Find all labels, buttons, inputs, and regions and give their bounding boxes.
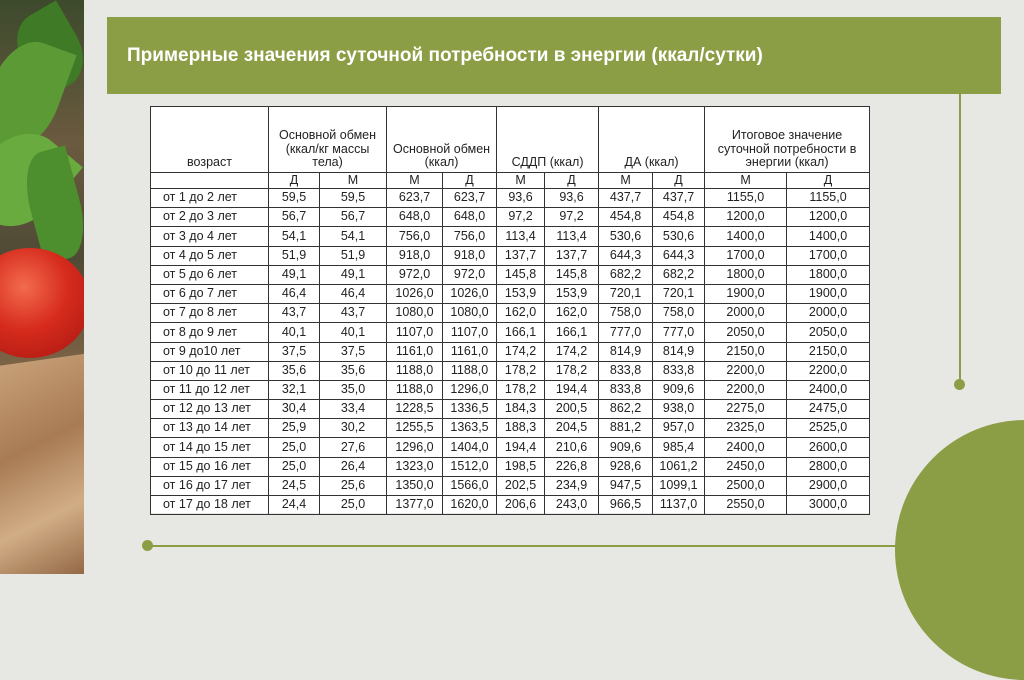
decor-dot [954,379,965,390]
decor-circle [895,420,1024,680]
value-cell: 1296,0 [387,438,443,457]
age-cell: от 10 до 11 лет [151,361,269,380]
age-cell: от 12 до 13 лет [151,400,269,419]
subheader-d: Д [545,173,599,189]
value-cell: 2400,0 [787,380,870,399]
header-age: возраст [151,107,269,173]
value-cell: 1107,0 [387,323,443,342]
table-row [151,457,870,476]
value-cell: 1255,5 [387,419,443,438]
value-cell: 909,6 [599,438,653,457]
value-cell: 909,6 [653,380,705,399]
value-cell: 2200,0 [705,380,787,399]
header-sddp: СДДП (ккал) [497,107,599,173]
subheader-m: М [705,173,787,189]
value-cell: 1161,0 [387,342,443,361]
value-cell: 26,4 [320,457,387,476]
table-row [151,400,870,419]
table-row [151,323,870,342]
value-cell: 113,4 [497,227,545,246]
value-cell: 162,0 [545,304,599,323]
value-cell: 153,9 [545,284,599,303]
decor-dot [142,540,153,551]
value-cell: 25,0 [269,438,320,457]
value-cell: 2400,0 [705,438,787,457]
age-cell: от 5 до 6 лет [151,265,269,284]
value-cell: 93,6 [545,189,599,208]
value-cell: 174,2 [545,342,599,361]
table-row [151,265,870,284]
age-cell: от 15 до 16 лет [151,457,269,476]
value-cell: 881,2 [599,419,653,438]
table-row [151,476,870,495]
value-cell: 1700,0 [705,246,787,265]
value-cell: 178,2 [545,361,599,380]
value-cell: 178,2 [497,361,545,380]
value-cell: 2200,0 [705,361,787,380]
header-total: Итоговое значение суточной потребности в энергии (ккал) [705,107,870,173]
value-cell: 56,7 [269,208,320,227]
value-cell: 2200,0 [787,361,870,380]
value-cell: 43,7 [269,304,320,323]
value-cell: 1228,5 [387,400,443,419]
age-cell: от 8 до 9 лет [151,323,269,342]
age-cell: от 6 до 7 лет [151,284,269,303]
value-cell: 682,2 [599,265,653,284]
value-cell: 1336,5 [443,400,497,419]
table-row [151,419,870,438]
subheader-m: М [497,173,545,189]
value-cell: 30,2 [320,419,387,438]
value-cell: 49,1 [269,265,320,284]
value-cell: 59,5 [320,189,387,208]
value-cell: 145,8 [497,265,545,284]
value-cell: 25,6 [320,476,387,495]
value-cell: 33,4 [320,400,387,419]
value-cell: 2150,0 [705,342,787,361]
value-cell: 777,0 [599,323,653,342]
value-cell: 194,4 [497,438,545,457]
value-cell: 27,6 [320,438,387,457]
value-cell: 162,0 [497,304,545,323]
value-cell: 648,0 [443,208,497,227]
value-cell: 1026,0 [443,284,497,303]
value-cell: 1900,0 [705,284,787,303]
age-cell: от 14 до 15 лет [151,438,269,457]
subheader-empty [151,173,269,189]
value-cell: 46,4 [269,284,320,303]
value-cell: 2050,0 [787,323,870,342]
value-cell: 2050,0 [705,323,787,342]
value-cell: 1800,0 [787,265,870,284]
value-cell: 137,7 [497,246,545,265]
value-cell: 1080,0 [387,304,443,323]
value-cell: 833,8 [653,361,705,380]
value-cell: 166,1 [497,323,545,342]
subheader-d: Д [269,173,320,189]
subheader-d: Д [787,173,870,189]
value-cell: 2000,0 [705,304,787,323]
age-cell: от 3 до 4 лет [151,227,269,246]
value-cell: 24,5 [269,476,320,495]
value-cell: 1323,0 [387,457,443,476]
age-cell: от 13 до 14 лет [151,419,269,438]
table-body [151,189,870,515]
kraft-paper [0,352,84,574]
value-cell: 530,6 [599,227,653,246]
value-cell: 1404,0 [443,438,497,457]
value-cell: 243,0 [545,496,599,515]
value-cell: 2525,0 [787,419,870,438]
value-cell: 37,5 [320,342,387,361]
value-cell: 46,4 [320,284,387,303]
value-cell: 59,5 [269,189,320,208]
table-row [151,227,870,246]
age-cell: от 17 до 18 лет [151,496,269,515]
table-row [151,438,870,457]
age-cell: от 7 до 8 лет [151,304,269,323]
value-cell: 1155,0 [705,189,787,208]
value-cell: 1061,2 [653,457,705,476]
value-cell: 1188,0 [387,380,443,399]
value-cell: 2450,0 [705,457,787,476]
energy-table-container [150,106,869,513]
value-cell: 1155,0 [787,189,870,208]
table-row [151,380,870,399]
value-cell: 25,9 [269,419,320,438]
value-cell: 145,8 [545,265,599,284]
value-cell: 758,0 [599,304,653,323]
value-cell: 947,5 [599,476,653,495]
value-cell: 758,0 [653,304,705,323]
value-cell: 1099,1 [653,476,705,495]
value-cell: 2325,0 [705,419,787,438]
value-cell: 32,1 [269,380,320,399]
value-cell: 51,9 [320,246,387,265]
value-cell: 682,2 [653,265,705,284]
value-cell: 720,1 [653,284,705,303]
value-cell: 938,0 [653,400,705,419]
subheader-row [151,173,870,189]
table-row [151,284,870,303]
subheader-m: М [320,173,387,189]
value-cell: 2500,0 [705,476,787,495]
decor-vertical-line [959,94,961,384]
value-cell: 1900,0 [787,284,870,303]
value-cell: 226,8 [545,457,599,476]
value-cell: 35,0 [320,380,387,399]
header-row [151,107,870,173]
value-cell: 644,3 [599,246,653,265]
tomato [0,248,84,358]
value-cell: 972,0 [443,265,497,284]
value-cell: 174,2 [497,342,545,361]
table-row [151,342,870,361]
value-cell: 1137,0 [653,496,705,515]
value-cell: 1350,0 [387,476,443,495]
value-cell: 862,2 [599,400,653,419]
table-row [151,208,870,227]
value-cell: 1363,5 [443,419,497,438]
value-cell: 833,8 [599,361,653,380]
age-cell: от 11 до 12 лет [151,380,269,399]
value-cell: 51,9 [269,246,320,265]
energy-table [150,106,870,515]
slide-title: Примерные значения суточной потребности в энергии (ккал/сутки) [127,45,763,66]
value-cell: 40,1 [269,323,320,342]
value-cell: 188,3 [497,419,545,438]
value-cell: 814,9 [653,342,705,361]
value-cell: 93,6 [497,189,545,208]
value-cell: 2600,0 [787,438,870,457]
age-cell: от 2 до 3 лет [151,208,269,227]
value-cell: 1161,0 [443,342,497,361]
value-cell: 918,0 [387,246,443,265]
value-cell: 35,6 [269,361,320,380]
value-cell: 972,0 [387,265,443,284]
value-cell: 24,4 [269,496,320,515]
value-cell: 2150,0 [787,342,870,361]
value-cell: 644,3 [653,246,705,265]
value-cell: 1400,0 [705,227,787,246]
subheader-m: М [387,173,443,189]
value-cell: 1296,0 [443,380,497,399]
value-cell: 1200,0 [705,208,787,227]
value-cell: 1620,0 [443,496,497,515]
value-cell: 1700,0 [787,246,870,265]
value-cell: 918,0 [443,246,497,265]
value-cell: 623,7 [387,189,443,208]
value-cell: 1107,0 [443,323,497,342]
value-cell: 3000,0 [787,496,870,515]
value-cell: 623,7 [443,189,497,208]
value-cell: 777,0 [653,323,705,342]
header-da: ДА (ккал) [599,107,705,173]
value-cell: 1512,0 [443,457,497,476]
value-cell: 1566,0 [443,476,497,495]
value-cell: 25,0 [269,457,320,476]
subheader-m: М [599,173,653,189]
header-basal: Основной обмен (ккал) [387,107,497,173]
value-cell: 40,1 [320,323,387,342]
value-cell: 56,7 [320,208,387,227]
age-cell: от 16 до 17 лет [151,476,269,495]
value-cell: 928,6 [599,457,653,476]
table-row [151,361,870,380]
value-cell: 437,7 [599,189,653,208]
value-cell: 1188,0 [387,361,443,380]
value-cell: 204,5 [545,419,599,438]
value-cell: 210,6 [545,438,599,457]
value-cell: 137,7 [545,246,599,265]
age-cell: от 4 до 5 лет [151,246,269,265]
value-cell: 49,1 [320,265,387,284]
value-cell: 198,5 [497,457,545,476]
value-cell: 97,2 [497,208,545,227]
value-cell: 2900,0 [787,476,870,495]
value-cell: 1800,0 [705,265,787,284]
value-cell: 833,8 [599,380,653,399]
value-cell: 454,8 [653,208,705,227]
subheader-d: Д [443,173,497,189]
value-cell: 756,0 [443,227,497,246]
value-cell: 1377,0 [387,496,443,515]
value-cell: 2800,0 [787,457,870,476]
value-cell: 153,9 [497,284,545,303]
value-cell: 166,1 [545,323,599,342]
value-cell: 966,5 [599,496,653,515]
value-cell: 35,6 [320,361,387,380]
decorative-vegetables-photo [0,0,84,574]
value-cell: 814,9 [599,342,653,361]
table-row [151,189,870,208]
value-cell: 530,6 [653,227,705,246]
subheader-d: Д [653,173,705,189]
value-cell: 43,7 [320,304,387,323]
value-cell: 200,5 [545,400,599,419]
value-cell: 756,0 [387,227,443,246]
table-row [151,304,870,323]
value-cell: 2275,0 [705,400,787,419]
value-cell: 202,5 [497,476,545,495]
value-cell: 30,4 [269,400,320,419]
value-cell: 54,1 [269,227,320,246]
age-cell: от 1 до 2 лет [151,189,269,208]
value-cell: 985,4 [653,438,705,457]
value-cell: 454,8 [599,208,653,227]
value-cell: 113,4 [545,227,599,246]
table-row [151,246,870,265]
value-cell: 720,1 [599,284,653,303]
value-cell: 1400,0 [787,227,870,246]
header-basal-per-kg: Основной обмен (ккал/кг массы тела) [269,107,387,173]
value-cell: 97,2 [545,208,599,227]
value-cell: 2000,0 [787,304,870,323]
value-cell: 957,0 [653,419,705,438]
value-cell: 184,3 [497,400,545,419]
value-cell: 2550,0 [705,496,787,515]
value-cell: 234,9 [545,476,599,495]
value-cell: 2475,0 [787,400,870,419]
value-cell: 648,0 [387,208,443,227]
value-cell: 37,5 [269,342,320,361]
value-cell: 54,1 [320,227,387,246]
value-cell: 437,7 [653,189,705,208]
value-cell: 1188,0 [443,361,497,380]
value-cell: 1200,0 [787,208,870,227]
value-cell: 206,6 [497,496,545,515]
value-cell: 178,2 [497,380,545,399]
value-cell: 194,4 [545,380,599,399]
table-row [151,496,870,515]
value-cell: 1026,0 [387,284,443,303]
decor-horizontal-line [150,545,910,547]
value-cell: 1080,0 [443,304,497,323]
value-cell: 25,0 [320,496,387,515]
age-cell: от 9 до10 лет [151,342,269,361]
